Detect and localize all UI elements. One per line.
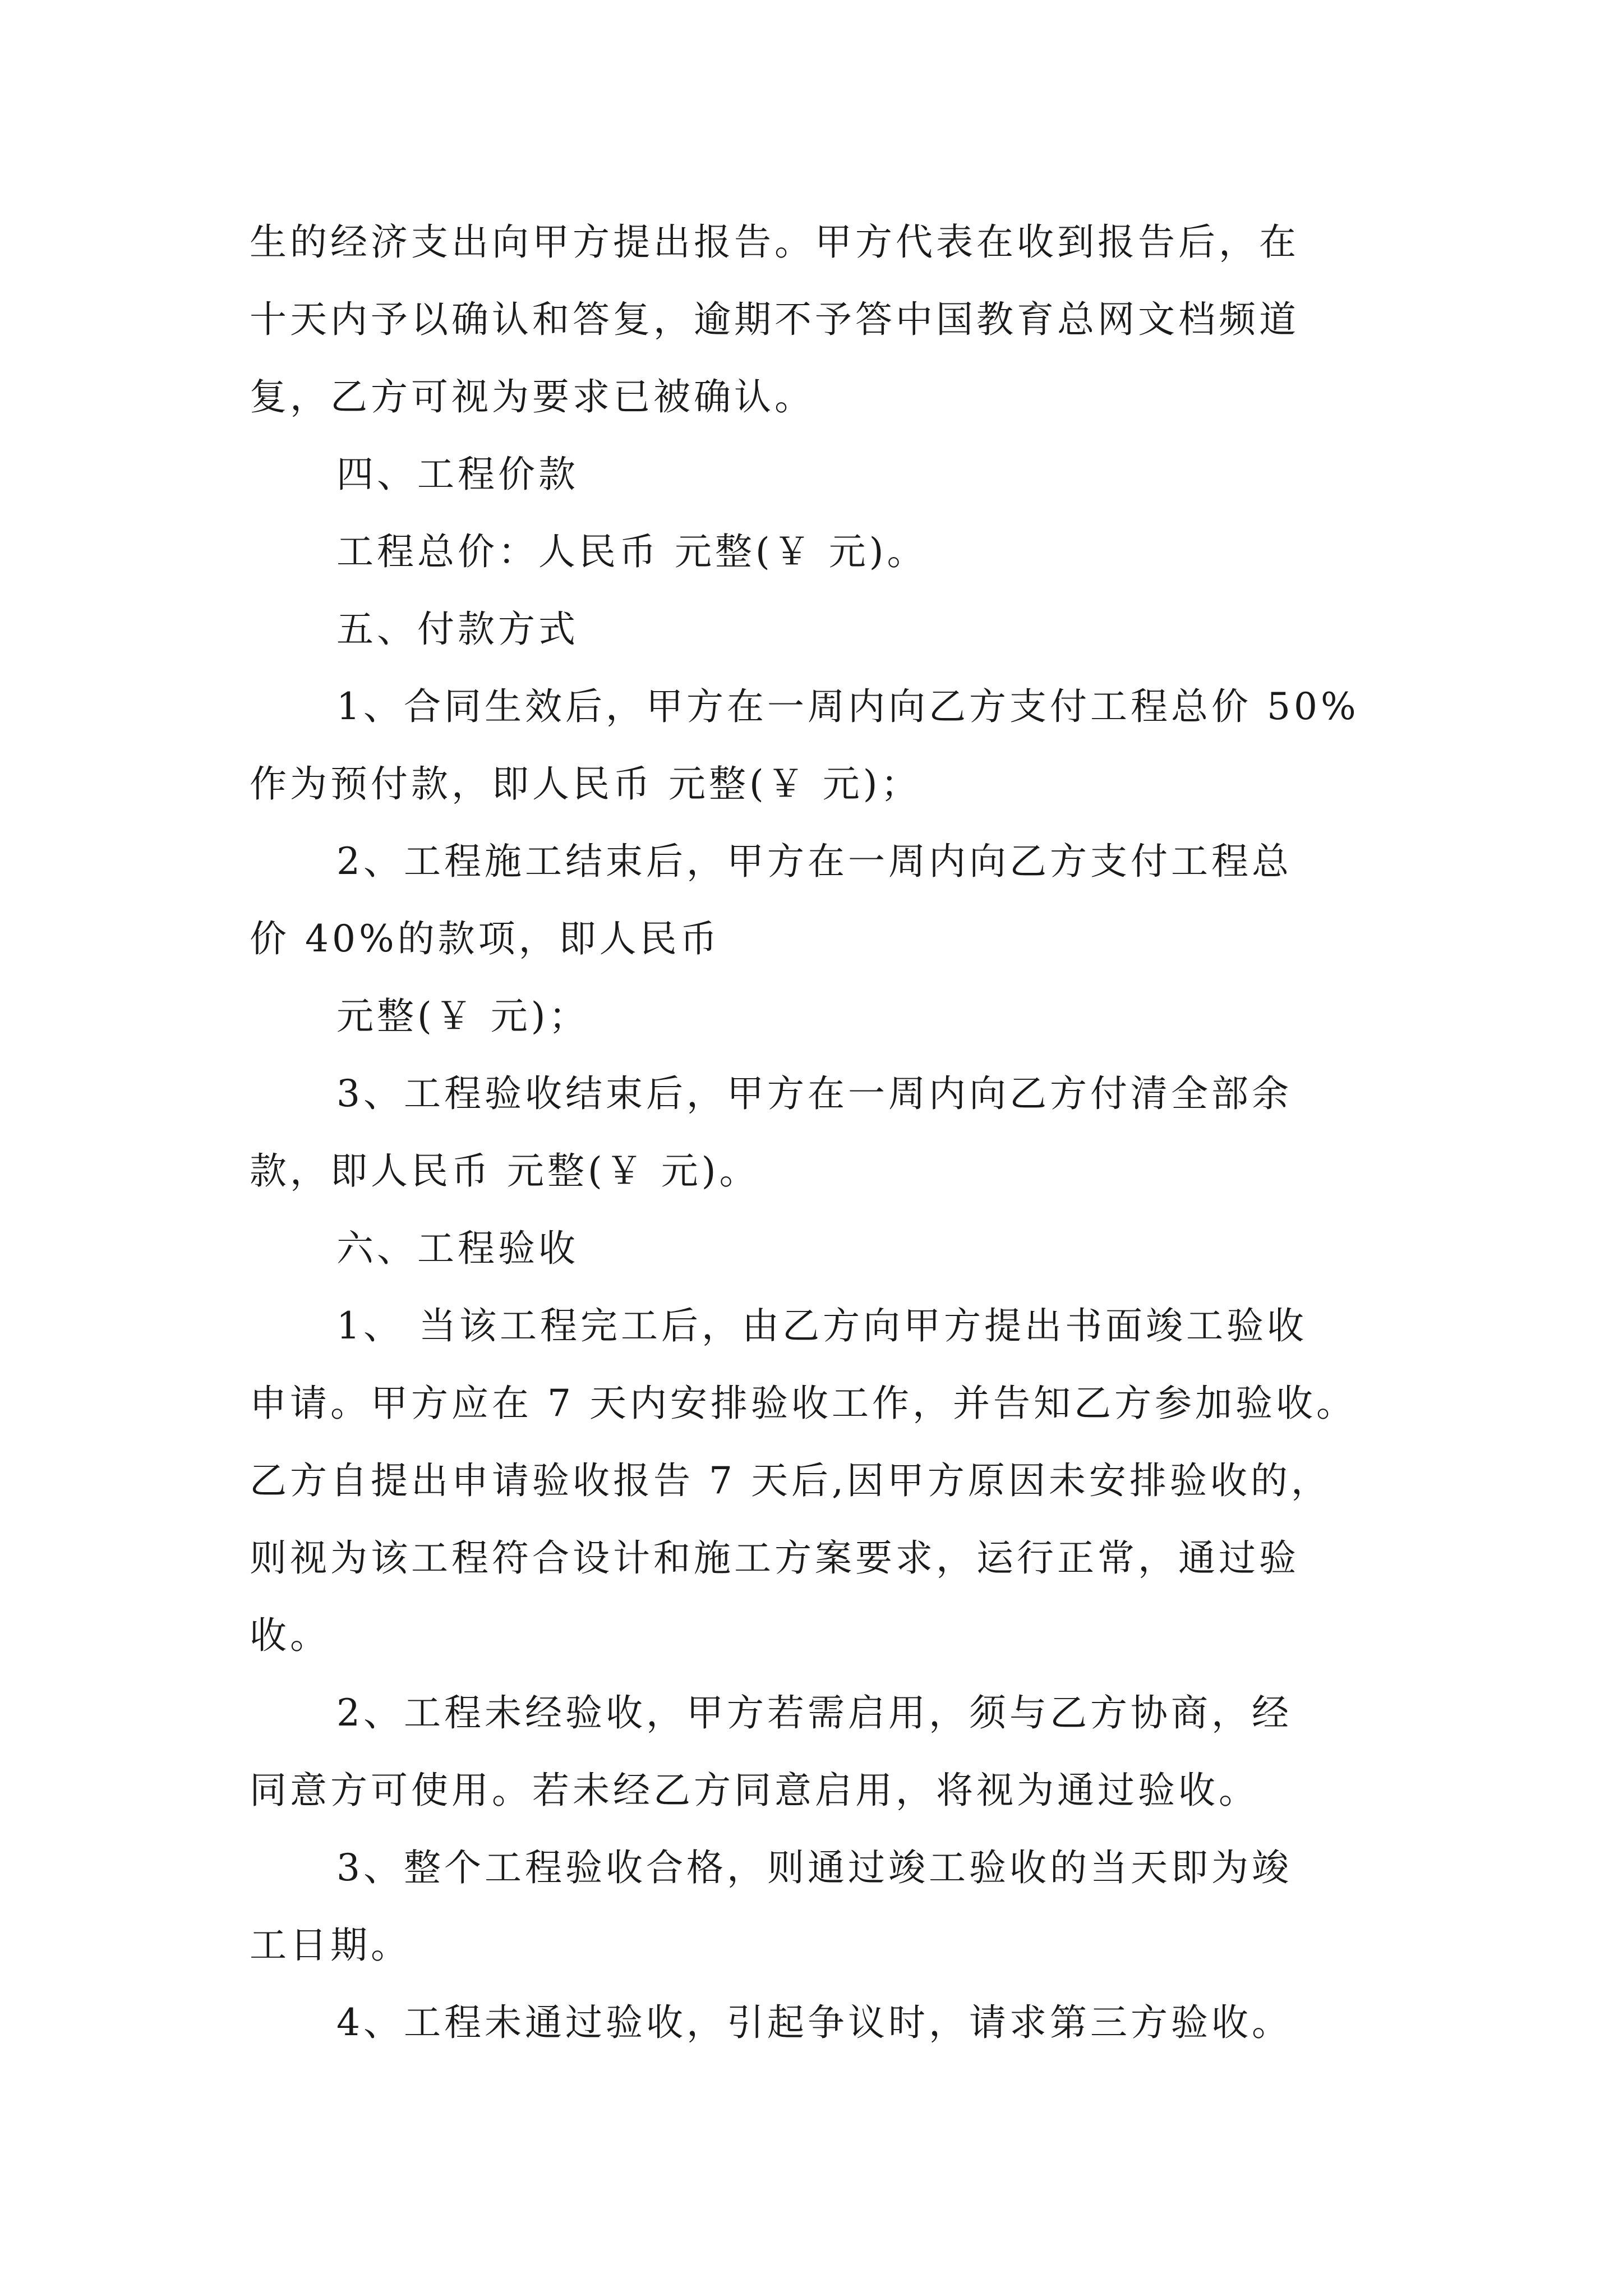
text-line: 收。 (250, 1614, 330, 1657)
text-line: 工程总价：人民币 元整(￥ 元)。 (336, 530, 928, 573)
text-line: 则视为该工程符合设计和施工方案要求，运行正常，通过验 (250, 1536, 1299, 1580)
text-line: 2、工程施工结束后，甲方在一周内向乙方支付工程总 (336, 840, 1292, 883)
text-line: 生的经济支出向甲方提出报告。甲方代表在收到报告后，在 (250, 220, 1299, 264)
text-line: 作为预付款，即人民币 元整(￥ 元)； (250, 762, 921, 806)
text-line: 1、 当该工程完工后，由乙方向甲方提出书面竣工验收 (336, 1304, 1307, 1347)
text-line: 工日期。 (250, 1924, 411, 1967)
section-heading: 六、工程验收 (336, 1227, 579, 1270)
text-line: 4、工程未通过验收，引起争议时，请求第三方验收。 (336, 2001, 1292, 2044)
text-line: 乙方自提出申请验收报告 7 天后,因甲方原因未安排验收的， (250, 1459, 1331, 1502)
text-line: 十天内予以确认和答复，逾期不予答中国教育总网文档频道 (250, 298, 1299, 341)
text-line: 价 40%的款项，即人民币 (250, 917, 721, 960)
text-line: 复，乙方可视为要求已被确认。 (250, 375, 815, 418)
text-line: 3、整个工程验收合格，则通过竣工验收的当天即为竣 (336, 1846, 1292, 1889)
section-heading: 五、付款方式 (336, 608, 579, 651)
text-line: 1、合同生效后，甲方在一周内向乙方支付工程总价 50% (336, 685, 1359, 728)
text-line: 申请。甲方应在 7 天内安排验收工作，并告知乙方参加验收。 (250, 1382, 1357, 1425)
text-line: 3、工程验收结束后，甲方在一周内向乙方付清全部余 (336, 1072, 1292, 1115)
text-line: 2、工程未经验收，甲方若需启用，须与乙方协商，经 (336, 1691, 1292, 1734)
text-line: 款，即人民币 元整(￥ 元)。 (250, 1149, 760, 1193)
text-line: 元整(￥ 元)； (336, 995, 589, 1038)
section-heading: 四、工程价款 (336, 453, 579, 496)
text-line: 同意方可使用。若未经乙方同意启用，将视为通过验收。 (250, 1769, 1259, 1812)
